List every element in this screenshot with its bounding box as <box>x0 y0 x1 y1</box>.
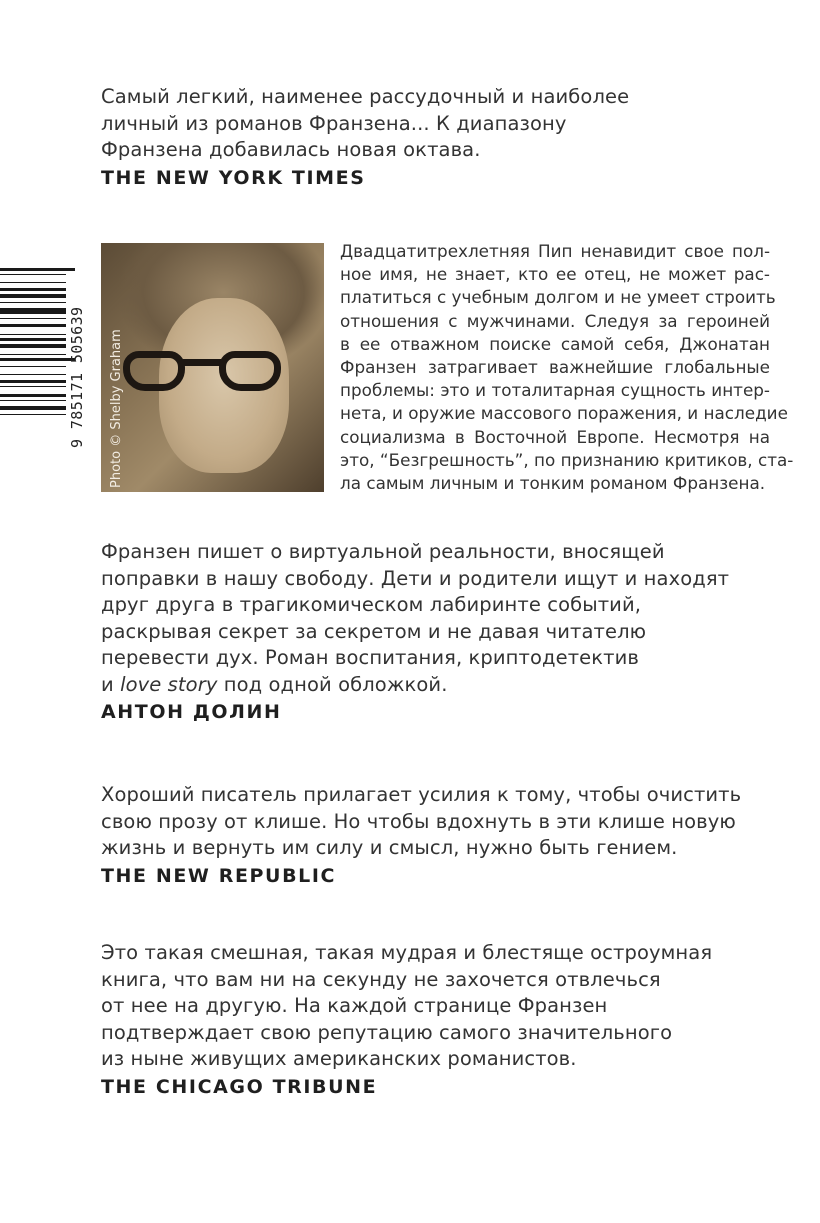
glasses-icon <box>123 351 185 391</box>
quote-source: THE CHICAGO TRIBUNE <box>101 1075 378 1098</box>
description-line: отношения с мужчинами. Следуя за героиней <box>340 310 770 331</box>
quote-italic-text: love story <box>120 672 218 696</box>
quote-line: поправки в нашу свободу. Дети и родители ищут и находят <box>101 566 730 590</box>
description-line: в ее отважном поиске самой себя, Джонатан <box>340 333 770 354</box>
quote-line: от нее на другую. На каждой странице Франзен <box>101 994 608 1017</box>
review-quote-new-republic <box>101 782 741 889</box>
quote-text: и <box>101 672 121 696</box>
review-quote-chicago-tribune <box>101 940 712 1100</box>
isbn-barcode <box>0 268 86 448</box>
isbn-digits: 9 785171 505639 <box>68 306 86 448</box>
photo-credit: Photo © Shelby Graham <box>109 329 124 488</box>
quote-line: друг друга в трагикомическом лабиринте событий, <box>101 593 642 616</box>
description-line: социализма в Восточной Европе. Несмотря на <box>340 426 770 447</box>
quote-line: книга, что вам ни на секунду не захочется отвлечься <box>101 967 661 991</box>
barcode-icon <box>0 268 66 448</box>
quote-line: Франзена добавилась новая октава. <box>101 138 481 161</box>
review-quote-dolin <box>101 539 729 725</box>
description-line: проблемы: это и тоталитарная сущность интер- <box>340 380 770 401</box>
quote-line: Самый легкий, наименее рассудочный и наиболее <box>101 85 630 108</box>
quote-source: АНТОН ДОЛИН <box>101 701 282 723</box>
description-line: нета, и оружие массового поражения, и наследие <box>340 403 788 424</box>
quote-line: Это такая смешная, такая мудрая и блестяще остроумная <box>101 941 713 964</box>
quote-text: под одной обложкой. <box>217 672 448 696</box>
quote-line: Франзен пишет о виртуальной реальности, вносящей <box>101 540 665 563</box>
description-line: платиться с учебным долгом и не умеет строить <box>340 287 776 308</box>
quote-line: из ныне живущих американских романистов. <box>101 1047 577 1070</box>
quote-source: THE NEW REPUBLIC <box>101 864 337 887</box>
quote-line: Хороший писатель прилагает усилия к тому, чтобы очистить <box>101 783 742 806</box>
description-line: Двадцатитрехлетняя Пип ненавидит свое пол- <box>340 241 770 261</box>
quote-line <box>101 672 729 699</box>
quote-line: перевести дух. Роман воспитания, криптодетектив <box>101 646 639 669</box>
quote-line: свою прозу от клише. Но чтобы вдохнуть в эти клише новую <box>101 809 736 833</box>
book-description <box>340 240 794 495</box>
description-line: ное имя, не знает, кто ее отец, не может рас- <box>340 264 770 285</box>
glasses-icon <box>219 351 281 391</box>
quote-line: раскрывая секрет за секретом и не давая читателю <box>101 619 647 643</box>
description-line: ла самым личным и тонким романом Франзена. <box>340 473 766 494</box>
quote-line: жизнь и вернуть им силу и смысл, нужно быть гением. <box>101 836 678 859</box>
glasses-bridge <box>183 359 221 366</box>
author-photo <box>101 243 324 492</box>
description-line: это, “Безгрешность”, по признанию критиков, ста- <box>340 449 794 470</box>
quote-source: THE NEW YORK TIMES <box>101 166 366 189</box>
quote-line: подтверждает свою репутацию самого значительного <box>101 1020 673 1044</box>
description-line: Франзен затрагивает важнейшие глобальные <box>340 357 770 378</box>
quote-line: личный из романов Франзена... К диапазону <box>101 111 567 135</box>
review-quote-nyt <box>101 84 629 191</box>
